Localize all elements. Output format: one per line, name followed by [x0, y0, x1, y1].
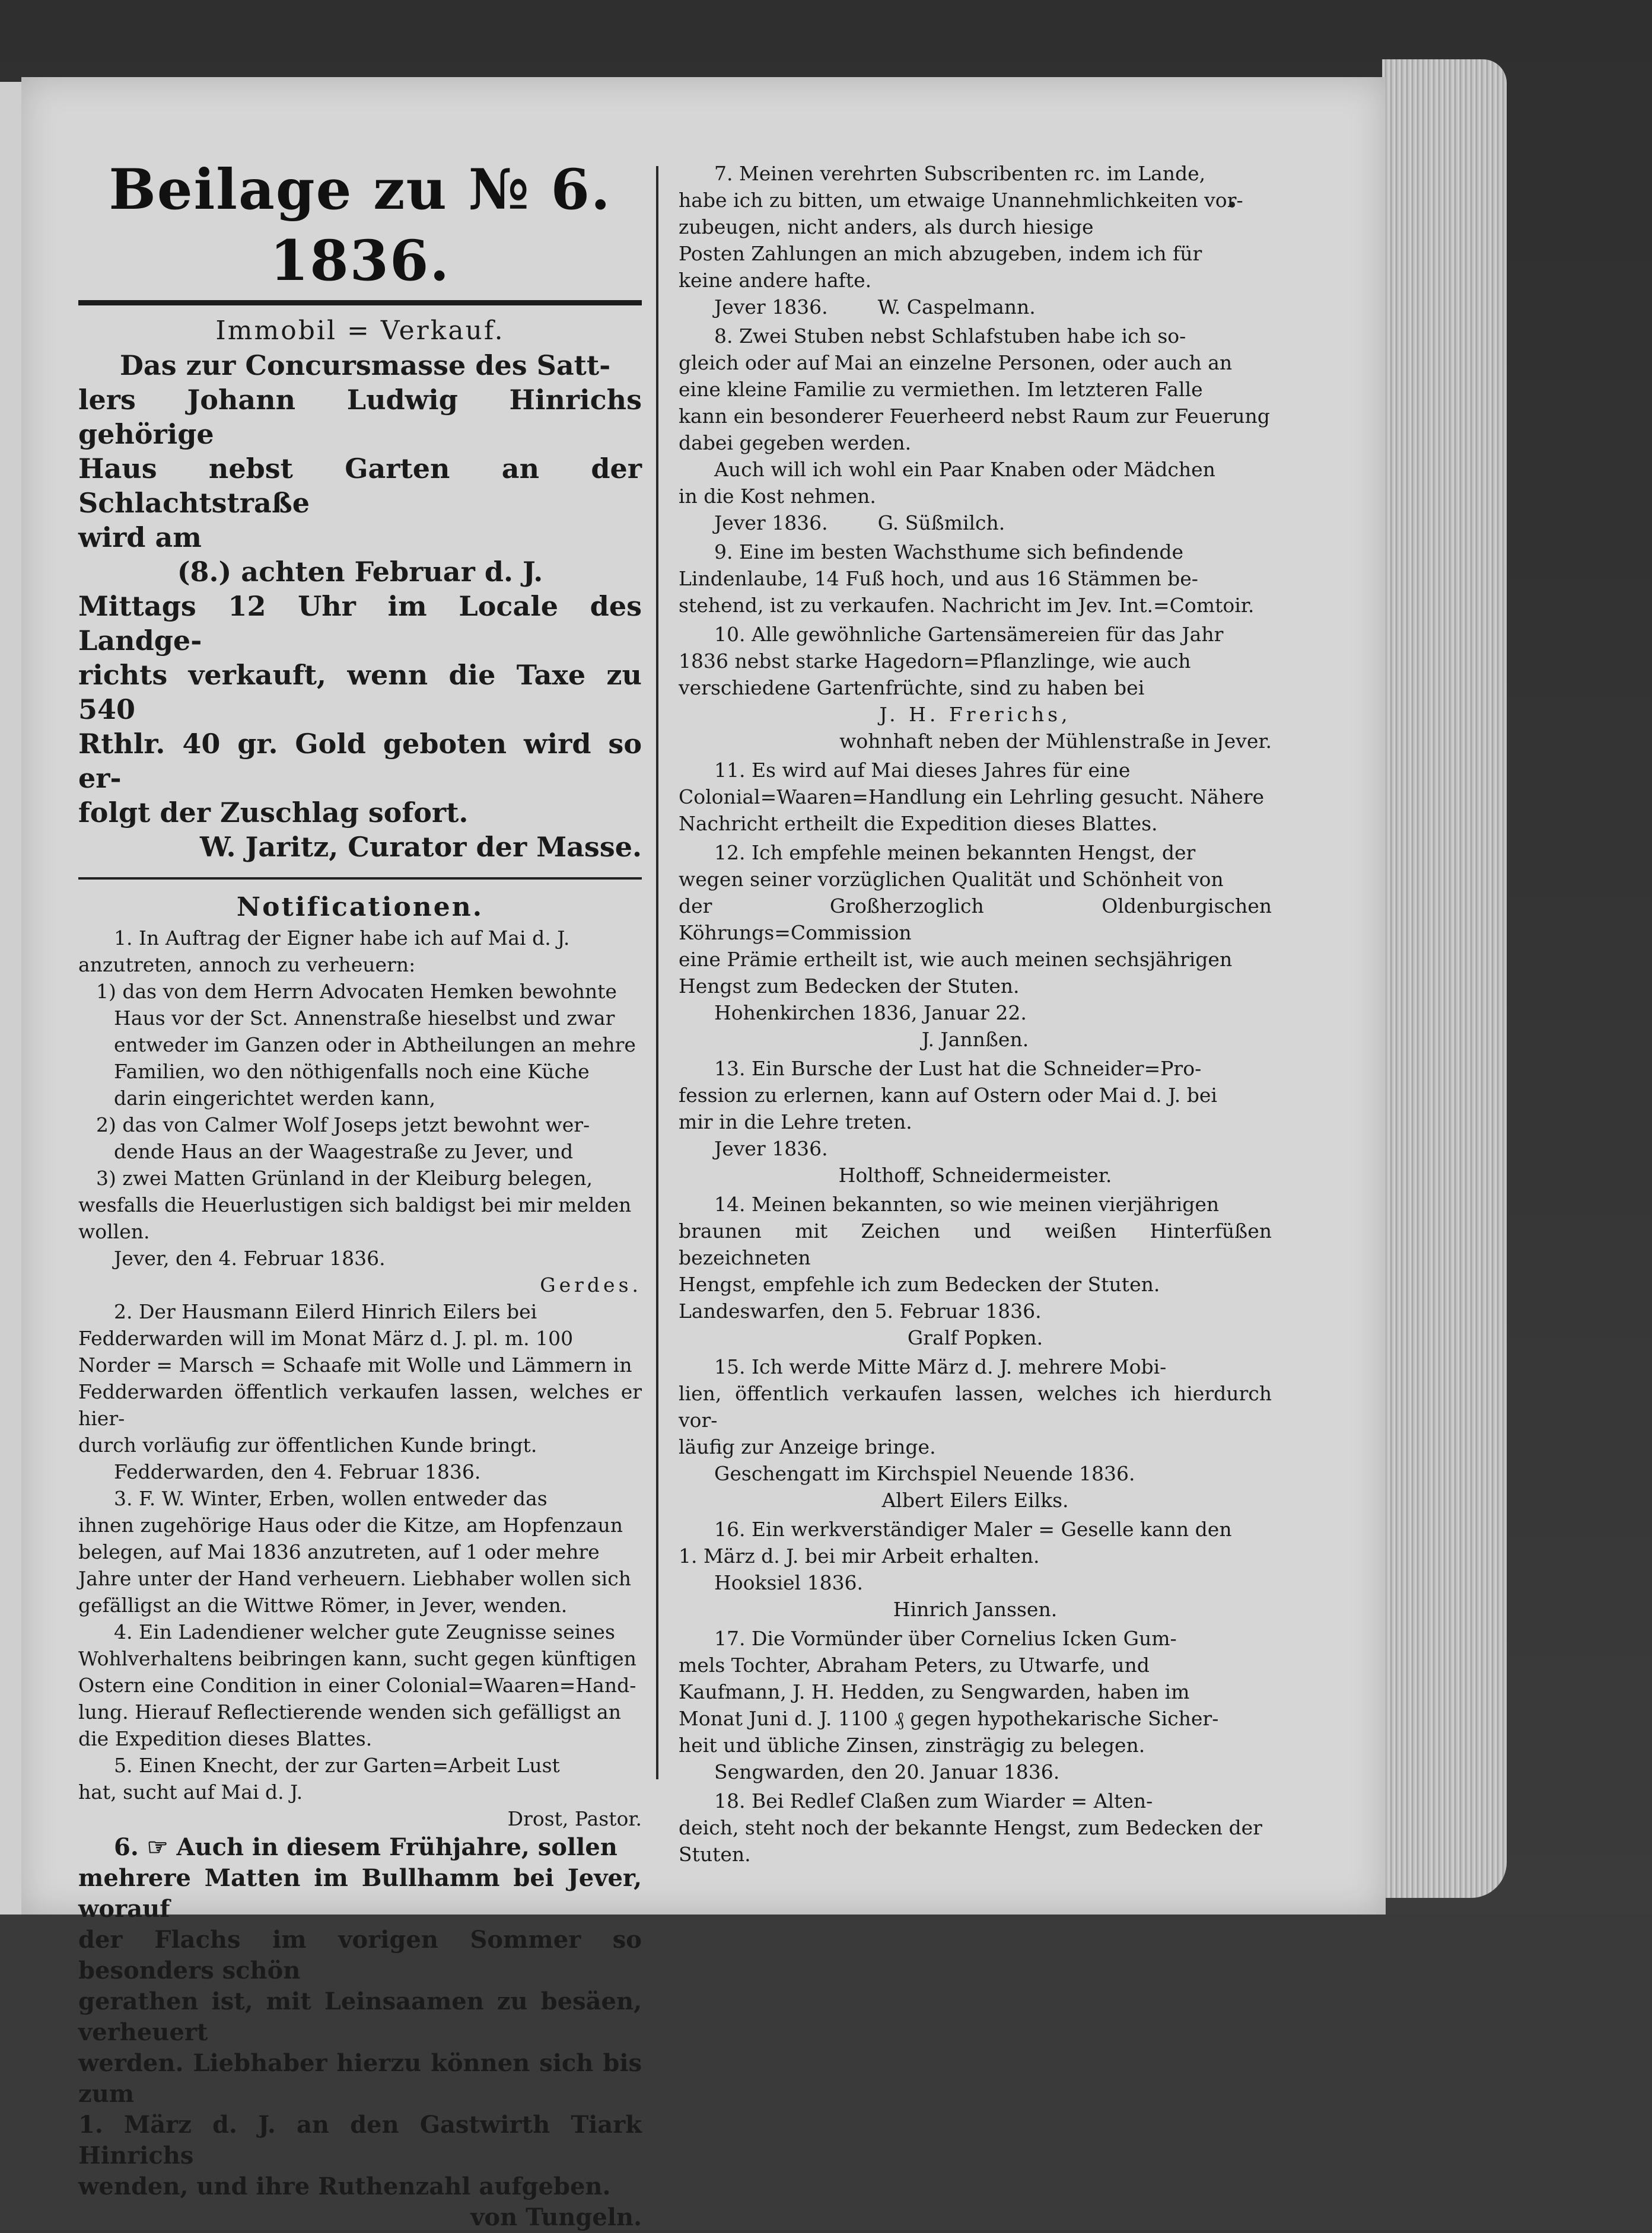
notice-line: wesfalls die Heuerlustigen sich baldigst bei mir melden	[78, 1193, 632, 1216]
notice-line: Posten Zahlungen an mich abzugeben, indem ich für	[679, 242, 1202, 265]
notice-line: 7. Meinen verehrten Subscribenten rc. im Lande,	[714, 162, 1206, 185]
sale-line: folgt der Zuschlag sofort.	[78, 797, 469, 829]
notice-line: 3) zwei Matten Grünland in der Kleiburg belegen,	[96, 1167, 593, 1190]
notice-12	[679, 839, 1272, 1053]
notice-line: hat, sucht auf Mai d. J.	[78, 1780, 303, 1804]
sale-date-line: (8.) achten Februar d. J.	[177, 556, 543, 588]
notice-line: 1836 nebst starke Hagedorn=Pflanzlinge, wie auch	[679, 649, 1191, 673]
notice-line: 1. In Auftrag der Eigner habe ich auf Mai d. J.	[114, 926, 570, 950]
notice-line: 11. Es wird auf Mai dieses Jahres für eine	[714, 759, 1131, 782]
notice-line: dende Haus an der Waagestraße zu Jever, und	[114, 1140, 574, 1163]
notice-line: 13. Ein Bursche der Lust hat die Schneider=Pro-	[714, 1057, 1202, 1080]
sale-line: Haus nebst Garten an der Schlachtstraße	[78, 453, 642, 519]
notice-signature: Jever 1836. W. Caspelmann.	[714, 295, 1036, 318]
column-rule	[656, 166, 658, 1779]
notice-line: habe ich zu bitten, um etwaige Unannehmlichkeiten vor-	[679, 189, 1243, 212]
notice-line: werden. Liebhaber hierzu können sich bis zum	[78, 2049, 642, 2108]
page-stack-edge	[1382, 59, 1507, 1898]
notice-line: die Expedition dieses Blattes.	[78, 1727, 373, 1750]
notice-line: fession zu erlernen, kann auf Ostern oder Mai d. J. bei	[679, 1084, 1217, 1107]
notice-15	[679, 1353, 1272, 1514]
sale-notice	[78, 348, 642, 864]
notice-line: kann ein besonderer Feuerheerd nebst Raum zur Feuerung	[679, 404, 1270, 428]
section-rule	[78, 877, 642, 880]
notice-date: Fedderwarden, den 4. Februar 1836.	[114, 1460, 481, 1483]
notice-line: gerathen ist, mit Leinsaamen zu besäen, verheuert	[78, 1987, 642, 2046]
notice-line: verschiedene Gartenfrüchte, sind zu haben bei	[679, 676, 1145, 699]
notice-line: in die Kost nehmen.	[679, 485, 876, 508]
notice-line: lung. Hierauf Reflectierende wenden sich gefälligst an	[78, 1700, 621, 1724]
notice-signature: Gralf Popken.	[907, 1326, 1043, 1349]
notice-10	[679, 621, 1272, 754]
notice-line: Stuten.	[679, 1843, 751, 1866]
notice-signature: Gerdes.	[540, 1273, 642, 1297]
notice-line: ihnen zugehörige Haus oder die Kitze, am Hopfenzaun	[78, 1514, 623, 1537]
notice-line: eine kleine Familie zu vermiethen. Im letzteren Falle	[679, 378, 1203, 401]
notice-line: 17. Die Vormünder über Cornelius Icken Gum-	[714, 1627, 1177, 1650]
notice-line: läufig zur Anzeige bringe.	[679, 1435, 936, 1458]
notice-line: 3. F. W. Winter, Erben, wollen entweder das	[114, 1487, 548, 1510]
notice-date: Geschengatt im Kirchspiel Neuende 1836.	[714, 1462, 1135, 1485]
notice-16	[679, 1516, 1272, 1623]
sale-signature: W. Jaritz, Curator der Masse.	[200, 831, 642, 863]
notice-signature: Drost, Pastor.	[507, 1807, 642, 1830]
notice-line: Colonial=Waaren=Handlung ein Lehrling gesucht. Nähere	[679, 785, 1265, 808]
newspaper-page	[21, 77, 1386, 2231]
notice-line: entweder im Ganzen oder in Abtheilungen an mehre	[114, 1033, 636, 1056]
notice-line: Hengst, empfehle ich zum Bedecken der Stuten.	[679, 1273, 1160, 1296]
sale-heading: Immobil = Verkauf.	[215, 316, 505, 346]
notice-line: Nachricht ertheilt die Expedition dieses Blattes.	[679, 812, 1158, 835]
notice-date: Hooksiel 1836.	[714, 1571, 864, 1594]
notice-line: braunen mit Zeichen und weißen Hinterfüßen bezeichneten	[679, 1219, 1272, 1269]
notice-line: Fedderwarden will im Monat März d. J. pl. m. 100	[78, 1327, 574, 1350]
notifications-heading: Notificationen.	[236, 892, 484, 922]
notice-signature: J. H. Frerichs,	[879, 703, 1071, 726]
notice-line: gefälligst an die Wittwe Römer, in Jever, wenden.	[78, 1594, 568, 1617]
notice-line: stehend, ist zu verkaufen. Nachricht im Jev. Int.=Comtoir.	[679, 594, 1255, 617]
notice-date: Jever 1836.	[714, 1137, 828, 1160]
notice-line: zubeugen, nicht anders, als durch hiesige	[679, 215, 1094, 238]
notice-line: 5. Einen Knecht, der zur Garten=Arbeit Lust	[114, 1754, 560, 1777]
notice-14	[679, 1191, 1272, 1351]
notice-line: 18. Bei Redlef Claßen zum Wiarder = Alten-	[714, 1789, 1153, 1812]
notice-line: dabei gegeben werden.	[679, 431, 912, 454]
notice-11	[679, 757, 1272, 837]
notice-18	[679, 1788, 1272, 1868]
notice-line: anzutreten, annoch zu verheuern:	[78, 953, 416, 976]
notice-line: mir in die Lehre treten.	[679, 1110, 912, 1133]
notice-line: 14. Meinen bekannten, so wie meinen vierjährigen	[714, 1193, 1220, 1216]
notice-signature: Holthoff, Schneidermeister.	[838, 1164, 1112, 1187]
notice-6	[78, 1832, 642, 2233]
sale-line: Das zur Concursmasse des Satt-	[120, 349, 611, 381]
notice-line: Kaufmann, J. H. Hedden, zu Sengwarden, haben im	[679, 1680, 1190, 1703]
notice-line: 2. Der Hausmann Eilerd Hinrich Eilers bei	[114, 1300, 537, 1323]
notice-line: lien, öffentlich verkaufen lassen, welches ich hierdurch vor-	[679, 1382, 1272, 1432]
sale-line: Rthlr. 40 gr. Gold geboten wird so er-	[78, 728, 642, 794]
notice-date: Landeswarfen, den 5. Februar 1836.	[679, 1299, 1042, 1323]
notice-line: deich, steht noch der bekannte Hengst, zum Bedecken der	[679, 1816, 1262, 1839]
notice-line: Familien, wo den nöthigenfalls noch eine Küche	[114, 1060, 590, 1083]
notice-2	[78, 1298, 642, 1485]
notice-line: 12. Ich empfehle meinen bekannten Hengst, der	[714, 841, 1196, 864]
notice-line: 4. Ein Ladendiener welcher gute Zeugnisse seines	[114, 1620, 615, 1643]
notice-line: Wohlverhaltens beibringen kann, sucht gegen künftigen	[78, 1647, 636, 1670]
notice-17	[679, 1625, 1272, 1785]
notice-9	[679, 539, 1272, 619]
notice-signature: Albert Eilers Eilks.	[881, 1489, 1069, 1512]
notice-line: heit und übliche Zinsen, zinsträgig zu belegen.	[679, 1734, 1145, 1757]
notice-line: wollen.	[78, 1220, 150, 1243]
notice-line: Jahre unter der Hand verheuern. Liebhaber wollen sich	[78, 1567, 631, 1590]
notice-line: Auch will ich wohl ein Paar Knaben oder Mädchen	[714, 458, 1215, 481]
notice-line: mehrere Matten im Bullhamm bei Jever, worauf	[78, 1864, 642, 1923]
notice-line: der Flachs im vorigen Sommer so besonders schön	[78, 1926, 642, 1984]
masthead-rule	[78, 300, 642, 305]
sale-line: wird am	[78, 521, 202, 553]
notice-1	[78, 925, 642, 1298]
notice-line: 16. Ein werkverständiger Maler = Geselle kann den	[714, 1518, 1232, 1541]
notice-signature: Hinrich Janssen.	[893, 1598, 1058, 1621]
notice-line: 2) das von Calmer Wolf Joseps jetzt bewohnt wer-	[96, 1113, 590, 1136]
notice-line: keine andere hafte.	[679, 269, 872, 292]
notice-8	[679, 323, 1272, 536]
notice-line: 6. ☞ Auch in diesem Frühjahre, sollen	[114, 1833, 617, 1861]
notice-line: Haus vor der Sct. Annenstraße hieselbst und zwar	[114, 1006, 615, 1030]
right-column	[679, 160, 1272, 1870]
notice-signature: J. Jannßen.	[921, 1028, 1029, 1051]
sale-line: richts verkauft, wenn die Taxe zu 540	[78, 659, 642, 725]
left-column	[78, 154, 642, 2233]
notice-5	[78, 1752, 642, 1832]
notice-line: gleich oder auf Mai an einzelne Personen, oder auch an	[679, 351, 1233, 374]
notice-line: Fedderwarden öffentlich verkaufen lassen, welches er hier-	[78, 1380, 642, 1430]
notice-date: Sengwarden, den 20. Januar 1836.	[714, 1760, 1060, 1783]
notice-7	[679, 160, 1272, 320]
notice-line: durch vorläufig zur öffentlichen Kunde bringt.	[78, 1434, 537, 1457]
notice-line: 9. Eine im besten Wachsthume sich befindende	[714, 540, 1184, 563]
notice-line: 10. Alle gewöhnliche Gartensämereien für das Jahr	[714, 623, 1224, 646]
sale-line: lers Johann Ludwig Hinrichs gehörige	[78, 384, 642, 450]
notice-line: Ostern eine Condition in einer Colonial=Waaren=Hand-	[78, 1674, 636, 1697]
sale-line: Mittags 12 Uhr im Locale des Landge-	[78, 590, 642, 657]
notice-line: wegen seiner vorzüglichen Qualität und Schönheit von	[679, 868, 1224, 891]
notice-line: Lindenlaube, 14 Fuß hoch, und aus 16 Stämmen be-	[679, 567, 1198, 590]
notice-line: 1. März d. J. bei mir Arbeit erhalten.	[679, 1544, 1040, 1568]
notice-line: 1. März d. J. an den Gastwirth Tiark Hinrichs	[78, 2111, 642, 2170]
notice-3	[78, 1485, 642, 1619]
notice-line: wohnhaft neben der Mühlenstraße in Jever.	[839, 730, 1272, 753]
notice-line: darin eingerichtet werden kann,	[114, 1087, 436, 1110]
masthead-title: Beilage zu № 6. 1836.	[109, 157, 612, 294]
notice-date: Hohenkirchen 1836, Januar 22.	[714, 1001, 1027, 1024]
notice-line: eine Prämie ertheilt ist, wie auch meinen sechsjährigen	[679, 948, 1233, 971]
notice-signature: Jever 1836. G. Süßmilch.	[714, 511, 1005, 534]
notice-line: mels Tochter, Abraham Peters, zu Utwarfe, und	[679, 1654, 1150, 1677]
notice-line: 15. Ich werde Mitte März d. J. mehrere Mobi-	[714, 1355, 1167, 1378]
notice-line: 1) das von dem Herrn Advocaten Hemken bewohnte	[96, 980, 617, 1003]
notice-line: belegen, auf Mai 1836 anzutreten, auf 1 oder mehre	[78, 1540, 600, 1563]
notice-line: 8. Zwei Stuben nebst Schlafstuben habe ich so-	[714, 324, 1186, 348]
notice-line: Norder = Marsch = Schaafe mit Wolle und Lämmern in	[78, 1353, 632, 1377]
notice-line: Monat Juni d. J. 1100 ₰ gegen hypothekarische Sicher-	[679, 1707, 1219, 1730]
notice-line: wenden, und ihre Ruthenzahl aufgeben.	[78, 2173, 611, 2200]
notice-13	[679, 1055, 1272, 1189]
notice-line: Hengst zum Bedecken der Stuten.	[679, 974, 1020, 998]
notice-date: Jever, den 4. Februar 1836.	[114, 1247, 386, 1270]
notice-line: der Großherzoglich Oldenburgischen Köhrungs=Commission	[679, 894, 1272, 944]
notice-signature: von Tungeln.	[470, 2203, 642, 2231]
notice-4	[78, 1619, 642, 1752]
